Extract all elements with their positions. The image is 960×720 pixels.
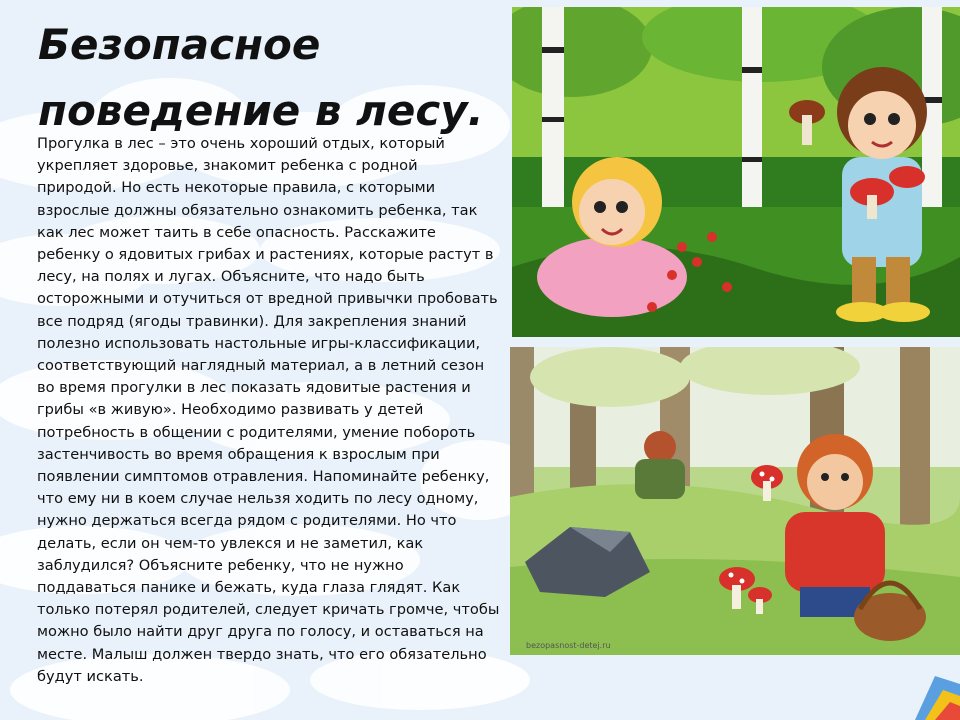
decorative-corner [905,656,960,720]
illustration-boy-with-basket [510,347,960,655]
page-title: Безопасное поведение в лесу. [38,20,484,135]
children-picking-mushrooms-icon [512,7,960,337]
image-credit: bezopasnost-detej.ru [526,641,611,650]
illustration-children-in-forest [512,7,960,337]
boy-with-basket-icon [510,347,960,655]
article-body: Прогулка в лес – это очень хороший отдых, который укрепляет здоровье, знакомит ребенка с родной природой. Но есть некоторые правила, с которыми взрослые должны обязательно ознакомить ребенка, так как лес может таить в себе опасность. Расскажите ребенку о ядовитых грибах и растениях, которые растут в лесу, на полях и лугах. Объясните, что надо быть осторожными и отучиться от вредной привычки пробовать все подряд (ягоды травинки). Для закрепления знаний полезно использовать настольные игры-классификации, соответствующий наглядный материал, а в летний сезон во время прогулки в лес показать ядовитые растения и грибы «в живую». Необходимо развивать у детей потребность в общении с родителями, умение побороть застенчивость во время обращения к взрослым при появлении симптомов отравления. Напоминайте ребенку, что ему ни в коем случае нельзя ходить по лесу одному, нужно держаться всегда рядом с родителями. Но что делать, если он чем-то увлекся и не заметил, как заблудился? Объясните ребенку, что не нужно поддаваться панике и бежать, куда глаза глядят. Как только потерял родителей, следует кричать громче, чтобы можно было найти друг друга по голосу, и оставаться на месте. Малыш должен твердо знать, что его обязательно будут искать. [37,135,500,685]
